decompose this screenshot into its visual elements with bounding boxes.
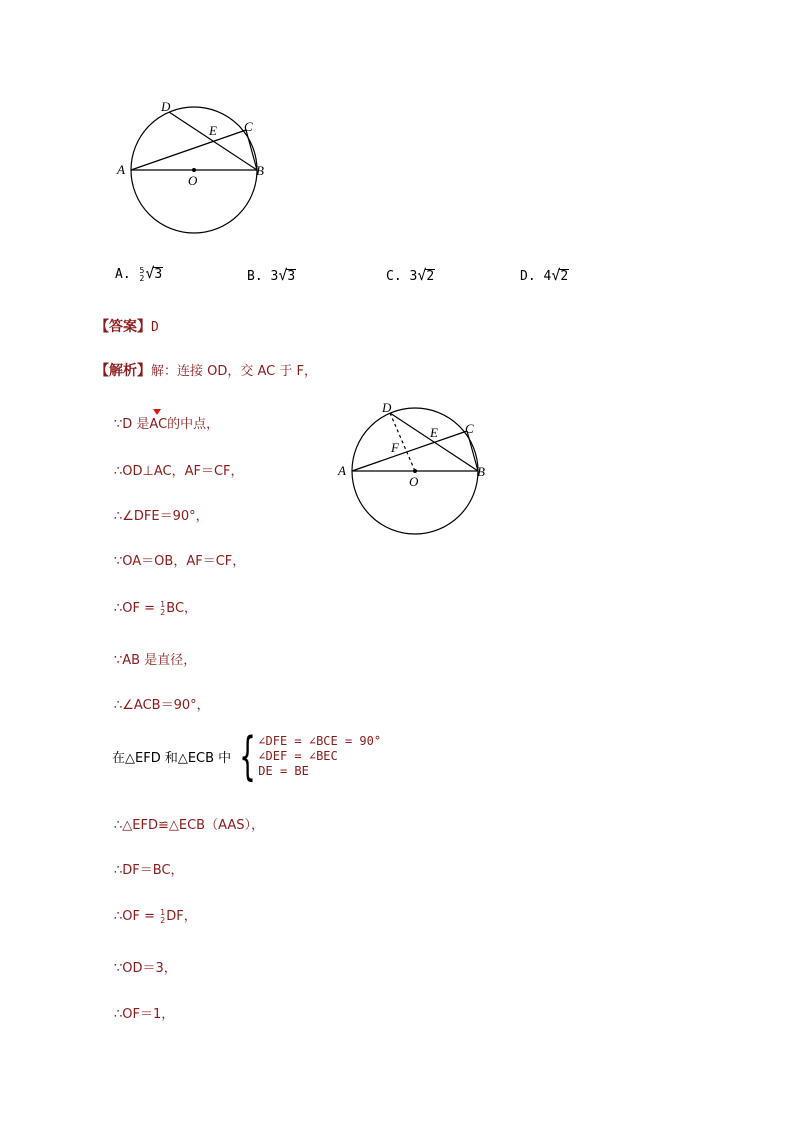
answer-tag: 【答案】	[95, 319, 151, 335]
option-b-prefix: B.	[247, 269, 263, 284]
label-o: O	[409, 474, 419, 489]
circle-figure-top	[110, 95, 280, 240]
answer-value: D	[151, 320, 159, 335]
label-b: B	[477, 464, 485, 479]
sqrt-icon: √	[551, 266, 561, 284]
option-d[interactable]	[520, 266, 569, 284]
step-8	[112, 726, 382, 787]
step-1: ∵D 是AC的中点，	[114, 417, 220, 432]
label-a: A	[338, 463, 346, 478]
fraction-half: 1 2	[160, 907, 166, 925]
step-3: ∴∠DFE＝90°，	[114, 509, 209, 524]
label-e: E	[209, 123, 217, 138]
step-11: ∴OF = 1 2 DF，	[114, 907, 197, 925]
step-13: ∴OF＝1，	[114, 1007, 175, 1022]
left-brace-icon: {	[239, 726, 256, 787]
equation-system: ∠DFE = ∠BCE = 90° ∠DEF = ∠BEC DE = BE	[258, 734, 382, 778]
option-b-radicand: 3	[287, 269, 296, 284]
circle-figure-solution	[330, 396, 500, 541]
option-a-fraction: 5 2	[139, 265, 145, 283]
option-a-prefix: A.	[115, 267, 131, 282]
analysis-line	[95, 360, 317, 380]
option-c-prefix: C.	[386, 269, 402, 284]
label-c: C	[465, 421, 474, 436]
center-dot	[413, 469, 417, 473]
label-d: D	[382, 400, 392, 415]
step-4: ∵OA＝OB，AF＝CF，	[114, 554, 246, 569]
step-9: ∴△EFD≌△ECB（AAS），	[114, 818, 264, 833]
option-c-radicand: 2	[426, 269, 435, 284]
sqrt-icon: √	[417, 266, 427, 284]
center-dot	[192, 168, 196, 172]
arc-ac: AC	[149, 417, 168, 432]
label-e: E	[430, 425, 438, 440]
option-b[interactable]	[247, 266, 296, 284]
option-d-prefix: D.	[520, 269, 536, 284]
analysis-intro: 解：连接 OD，交 AC 于 F，	[151, 364, 317, 379]
label-d: D	[161, 99, 171, 114]
option-d-coef: 4	[543, 269, 552, 284]
label-f: F	[391, 440, 399, 455]
option-c[interactable]	[386, 266, 435, 284]
sqrt-icon: √	[278, 266, 288, 284]
analysis-tag: 【解析】	[95, 363, 151, 379]
step-7: ∴∠ACB＝90°，	[114, 698, 210, 713]
option-c-coef: 3	[409, 269, 418, 284]
segment-ac	[352, 431, 467, 471]
step-5: ∴OF = 1 2 BC，	[114, 599, 198, 617]
label-a: A	[117, 162, 125, 177]
sqrt-icon: √	[145, 264, 155, 282]
step-10: ∴DF＝BC，	[114, 863, 184, 878]
fraction-half: 1 2	[160, 599, 166, 617]
step-8-prefix: 在△EFD 和△ECB 中	[112, 751, 232, 766]
option-a-radicand: 3	[154, 267, 163, 282]
step-6: ∵AB 是直径，	[114, 653, 197, 668]
step-2: ∴OD⊥AC，AF＝CF，	[114, 464, 244, 479]
option-d-radicand: 2	[560, 269, 569, 284]
label-c: C	[244, 119, 253, 134]
answer-line	[95, 316, 159, 336]
segment-ac	[131, 130, 246, 170]
option-b-coef: 3	[270, 269, 279, 284]
label-o: O	[188, 173, 198, 188]
option-a[interactable]	[115, 264, 163, 283]
step-12: ∵OD＝3，	[114, 961, 177, 976]
label-b: B	[256, 163, 264, 178]
